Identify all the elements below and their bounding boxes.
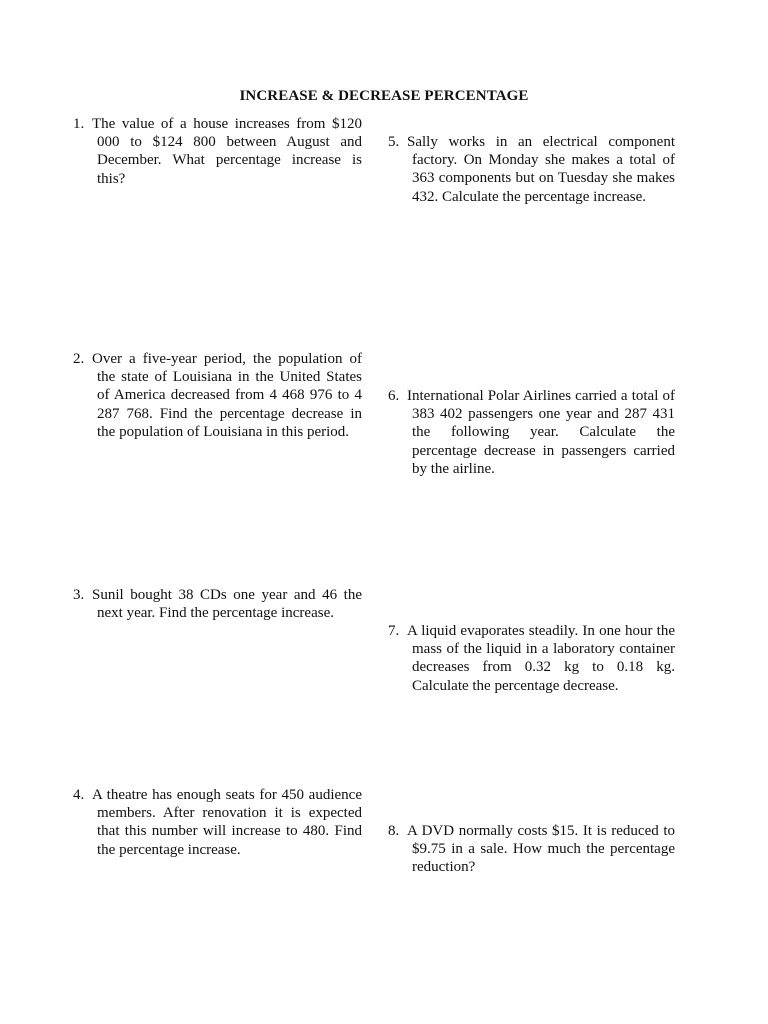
question-text: A liquid evaporates steadily. In one hour the mass of the liquid in a laboratory container decreases from 0.32 kg to 0.18 kg. Calculate the percentage decrease. — [407, 623, 675, 694]
question-text: Over a five-year period, the population of the state of Louisiana in the United States of America decreased from 4 468 976 to 4 287 768. Find the percentage decrease in the population of Louisiana in this period. — [92, 351, 362, 440]
question-3 — [73, 586, 362, 622]
question-number: 1. — [73, 116, 85, 132]
question-number: 2. — [73, 351, 85, 367]
question-7 — [388, 622, 675, 695]
question-number: 5. — [388, 134, 400, 150]
question-1 — [73, 115, 362, 188]
question-number: 7. — [388, 623, 400, 639]
worksheet-title: INCREASE & DECREASE PERCENTAGE — [239, 88, 529, 104]
question-5 — [388, 133, 675, 206]
question-8 — [388, 822, 675, 877]
question-number: 6. — [388, 388, 400, 404]
question-text: Sally works in an electrical component factory. On Monday she makes a total of 363 components but on Tuesday she makes 432. Calculate the percentage increase. — [407, 134, 675, 205]
question-6 — [388, 387, 675, 478]
question-number: 8. — [388, 823, 400, 839]
question-text: A DVD normally costs $15. It is reduced to $9.75 in a sale. How much the percentage reduction? — [407, 823, 675, 876]
question-number: 3. — [73, 587, 85, 603]
question-text: International Polar Airlines carried a total of 383 402 passengers one year and 287 431 the following year. Calculate the percentage decrease in passengers carried by the airline. — [407, 388, 675, 477]
question-2 — [73, 350, 362, 441]
question-text: Sunil bought 38 CDs one year and 46 the next year. Find the percentage increase. — [92, 587, 362, 622]
question-text: A theatre has enough seats for 450 audience members. After renovation it is expected that this number will increase to 480. Find the percentage increase. — [92, 787, 362, 858]
question-number: 4. — [73, 787, 85, 803]
question-4 — [73, 786, 362, 859]
question-text: The value of a house increases from $120 000 to $124 800 between August and December. What percentage increase is this? — [92, 116, 362, 187]
